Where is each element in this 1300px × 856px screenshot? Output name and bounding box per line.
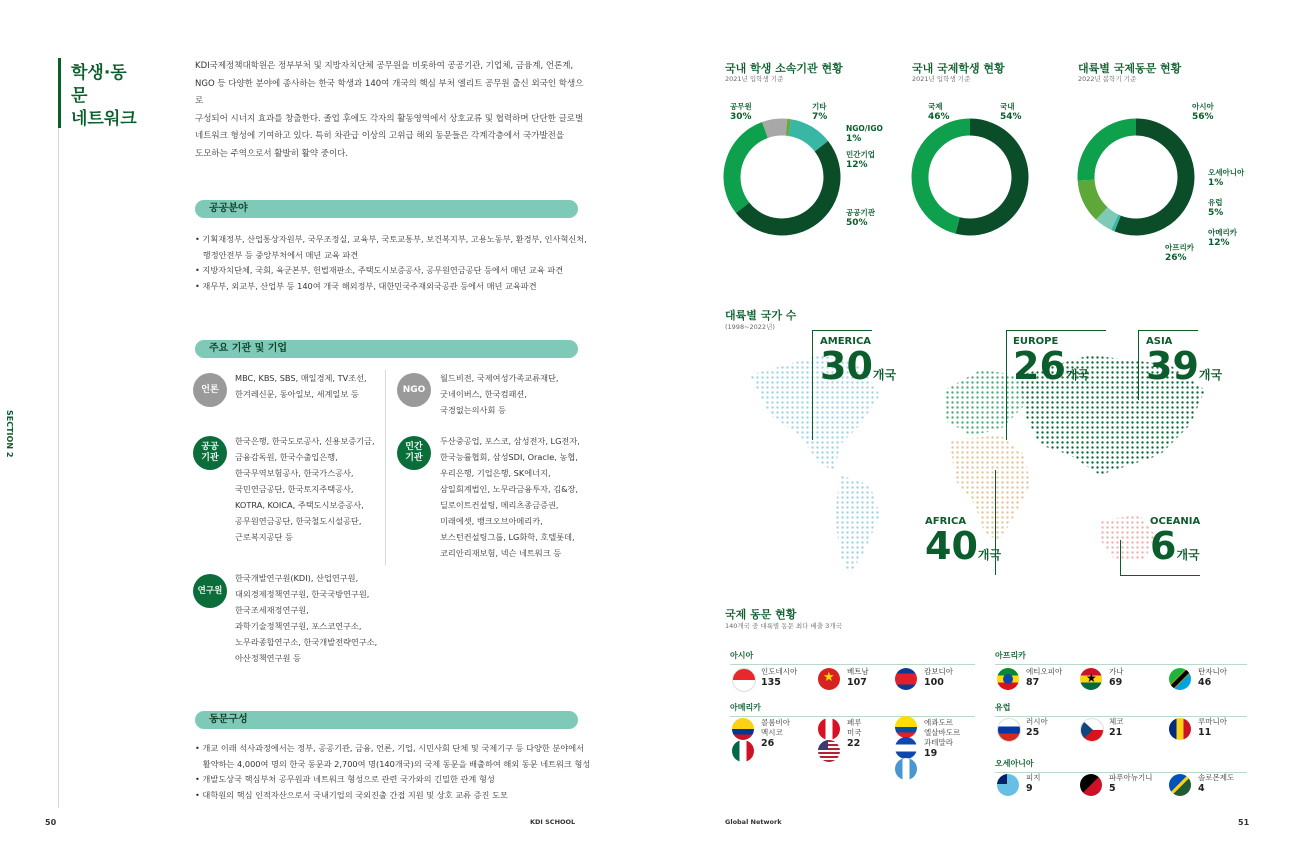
region-unit: 개국 — [1065, 368, 1090, 382]
list-item: • 지방자치단체, 국회, 육군본부, 헌법재판소, 주택도시보증공사, 공무원연금공단 등에서 매년 교육 파견 — [195, 265, 564, 275]
region-name: AMERICA — [820, 336, 872, 347]
org-line: 아산정책연구원 등 — [235, 653, 301, 663]
guatemala-flag-icon — [895, 758, 917, 780]
org-line: 월드비전, 국제여성가족교류재단, — [440, 373, 559, 383]
country-cambodia: 캄보디아 100 — [924, 667, 953, 688]
intro-line: 구성되어 시너지 효과를 창출한다. 졸업 후에도 각자의 활동영역에서 상호교류 및 협력하며 단단한 글로벌 — [195, 113, 584, 124]
continent-america — [750, 355, 880, 575]
ghana-flag-icon: ★ — [1080, 668, 1102, 690]
romania-flag-icon — [1169, 718, 1191, 740]
label-ngo: NGO/IGO 1% — [846, 124, 883, 144]
org-line: 국경없는의사회 등 — [440, 405, 506, 415]
country-fiji: 피지 9 — [1026, 773, 1041, 794]
alumni-heading: 동문구성 — [195, 711, 578, 729]
label-other: 기타 7% — [812, 102, 828, 122]
region-oceania — [1150, 516, 1201, 568]
intro-line: 네트워크 형성에 기여하고 있다. 특히 차관급 이상의 고위급 해외 동문들은 각계각층에서 국가발전을 — [195, 131, 565, 141]
country-ethiopia: 에티오피아 87 — [1026, 667, 1063, 688]
donut-segment — [920, 127, 970, 225]
donut-segment — [1102, 213, 1115, 222]
media-orgs — [235, 370, 367, 402]
public-inst-orgs — [235, 433, 375, 545]
region-asia — [1146, 336, 1223, 388]
continent-heading-oceania: 오세아니아 — [995, 758, 1247, 773]
label-international: 국제 46% — [928, 102, 950, 122]
list-item: • 재무부, 외교부, 산업부 등 140여 개국 해외정부, 대한민국주재외국공관 등에서 매년 교육파견 — [195, 280, 537, 291]
map-title: 대륙별 국가 수 — [725, 309, 797, 322]
org-line: 과학기술정책연구원, 포스코연구소, — [235, 621, 362, 631]
donut3-title: 대륙별 국제동문 현황 — [1078, 62, 1182, 75]
org-line: 한국조세재정연구원, — [235, 605, 309, 615]
donut-segment — [743, 146, 832, 227]
private-badge: 민간 기관 — [397, 436, 431, 470]
page-number-right: 51 — [1238, 818, 1250, 827]
country-romania: 루마니아 11 — [1198, 717, 1227, 738]
alumni-list — [195, 741, 590, 803]
donut-segment — [1118, 127, 1186, 227]
label-europe: 유럽 5% — [1208, 198, 1224, 218]
org-line: 삼일회계법인, 노무라금융투자, 김&장, — [440, 484, 579, 494]
org-line: 한국무역보험공사, 한국가스공사, — [235, 468, 354, 478]
private-orgs — [440, 433, 580, 561]
org-line: 한겨레신문, 동아일보, 세계일보 등 — [235, 389, 359, 399]
region-count: 30 — [820, 344, 873, 388]
orgs-heading: 주요 기관 및 기업 — [195, 340, 578, 358]
donut-chart-student-affiliation — [722, 115, 842, 245]
country-colombia-mexico: 콜롬비아 멕시코 26 — [761, 718, 790, 749]
region-name: OCEANIA — [1150, 516, 1201, 527]
donut-segment — [732, 130, 765, 208]
usa-flag-icon — [818, 740, 840, 762]
callout-line — [1006, 330, 1007, 440]
peru-flag-icon — [818, 718, 840, 740]
alumni-status-title: 국제 동문 현황 — [725, 608, 797, 621]
public-sector-list — [195, 232, 590, 294]
divider — [58, 128, 59, 808]
intro-line: 도모하는 주역으로서 활발히 활약 중이다. — [195, 148, 349, 159]
footer-left: KDI SCHOOL — [530, 818, 576, 826]
region-count: 39 — [1146, 344, 1199, 388]
region-name: ASIA — [1146, 336, 1173, 347]
label-officials: 공무원 30% — [730, 102, 752, 122]
ecuador-flag-icon — [895, 716, 917, 738]
country-ecuador-salvador-guatemala: 에콰도르 엘살바도르 과테말라 19 — [924, 718, 961, 759]
country-tanzania: 탄자니아 46 — [1198, 667, 1227, 688]
ngo-orgs — [440, 370, 559, 418]
callout-line — [1006, 330, 1106, 331]
intro-line: KDI국제정책대학원은 정부부처 및 지방자치단체 공무원을 비롯하여 공공기관, 기업체, 금융계, 언론계, — [195, 61, 574, 71]
papua-new-guinea-flag-icon — [1080, 774, 1102, 796]
country-russia: 러시아 25 — [1026, 717, 1048, 738]
callout-line — [1138, 330, 1139, 400]
region-name: EUROPE — [1013, 336, 1059, 347]
list-item: • 개교 이래 석사과정에서는 정부, 공공기관, 금융, 언론, 기업, 시민사회 단체 및 국제기구 등 다양한 분야에서 — [195, 743, 585, 753]
region-africa — [925, 516, 1002, 568]
label-private: 민간기업 12% — [846, 150, 875, 170]
region-unit: 개국 — [1176, 548, 1200, 562]
org-line: 미래에셋, 뱅크오브아메리카, — [440, 516, 543, 526]
media-badge: 언론 — [193, 373, 227, 407]
region-unit: 개국 — [1198, 368, 1223, 382]
donut-chart-domestic-international — [910, 115, 1032, 245]
section-label: SECTION 2 — [5, 410, 14, 458]
donut-segment — [1115, 222, 1118, 223]
page-title — [58, 58, 141, 128]
research-badge: 연구원 — [193, 574, 227, 608]
donut1-title: 국내 학생 소속기관 현황 — [725, 62, 843, 75]
continent-oceania — [1100, 515, 1155, 560]
region-count: 26 — [1013, 344, 1066, 388]
region-count: 6 — [1150, 524, 1177, 568]
region-unit: 개국 — [872, 368, 897, 382]
footer-right: Global Network — [725, 818, 782, 826]
region-name: AFRICA — [925, 516, 967, 527]
callout-line — [1120, 575, 1200, 576]
public-sector-heading: 공공분야 — [195, 200, 578, 218]
callout-line — [1138, 330, 1198, 331]
list-item: 행정안전부 등 중앙부처에서 매년 교육 파견 — [195, 249, 359, 260]
org-line: 한국은행, 한국도로공사, 신용보증기금, — [235, 436, 375, 446]
org-line: 공무원연금공단, 한국철도시설공단, — [235, 516, 362, 526]
donut-segment — [1086, 180, 1102, 213]
donut-segment — [765, 127, 787, 130]
donut-segment — [1086, 127, 1136, 180]
org-line: 노무라종합연구소, 한국개발전략연구소, — [235, 637, 378, 647]
region-america — [820, 336, 897, 388]
czech-flag-icon — [1080, 718, 1104, 742]
page-title-text: 학생·동문 네트워크 — [71, 63, 137, 129]
org-line: MBC, KBS, SBS, 매일경제, TV조선, — [235, 373, 367, 383]
country-czech: 체코 21 — [1109, 717, 1124, 738]
callout-line — [812, 330, 813, 440]
list-item: • 대학원의 핵심 인적자산으로서 국내기업의 국외진출 간접 지원 및 상호 교류 증진 도모 — [195, 789, 508, 800]
continent-heading-asia: 아시아 — [730, 650, 975, 665]
org-line: 코리안리재보험, 넥슨 네트워크 등 — [440, 548, 562, 558]
vietnam-flag-icon: ★ — [818, 668, 840, 690]
research-orgs — [235, 570, 377, 666]
org-line: 근로복지공단 등 — [235, 532, 293, 542]
cambodia-flag-icon — [895, 668, 917, 690]
list-item: • 개발도상국 핵심부처 공무원과 네트워크 형성으로 관련 국가와의 긴밀한 관계 형성 — [195, 774, 495, 784]
russia-flag-icon — [997, 718, 1021, 742]
divider — [385, 370, 386, 565]
country-vietnam: 베트남 107 — [847, 667, 869, 688]
region-unit: 개국 — [977, 548, 1002, 562]
org-line: KOTRA, KOICA, 주택도시보증공사, — [235, 500, 364, 510]
tanzania-flag-icon — [1169, 668, 1191, 690]
donut1-subtitle: 2021년 입학생 기준 — [725, 75, 784, 83]
region-europe — [1013, 336, 1090, 388]
donut2-subtitle: 2021년 입학생 기준 — [912, 75, 971, 83]
intro-line: NGO 등 다양한 분야에 종사하는 한국 학생과 140여 개국의 핵심 부처 엘리트 공무원 출신 외국인 학생으로 — [195, 78, 584, 106]
label-oceania: 오세아니아 1% — [1208, 168, 1245, 188]
org-line: 굿네이버스, 한국컴패션, — [440, 389, 527, 399]
continent-heading-europe: 유럽 — [995, 702, 1247, 717]
country-peru-usa: 페루 미국 22 — [847, 718, 862, 749]
region-count: 40 — [925, 524, 978, 568]
donut3-subtitle: 2022년 봄학기 기준 — [1078, 75, 1137, 83]
label-public-inst: 공공기관 50% — [846, 208, 875, 228]
ethiopia-flag-icon — [997, 668, 1019, 690]
indonesia-flag-icon — [732, 668, 756, 692]
ngo-badge: NGO — [397, 373, 431, 407]
label-asia: 아시아 56% — [1192, 102, 1214, 122]
list-item: 활약하는 4,000여 명의 한국 동문과 2,700여 명(140개국)의 국제 동문을 배출하여 해외 동문 네트워크 형성 — [195, 758, 591, 769]
org-line: 두산중공업, 포스코, 삼성전자, LG전자, — [440, 436, 580, 446]
country-ghana: 가나 69 — [1109, 667, 1124, 688]
continent-heading-america: 아메리카 — [730, 702, 975, 717]
donut2-title: 국내 국제학생 현황 — [912, 62, 1005, 75]
country-solomon-islands: 솔로몬제도 4 — [1198, 773, 1235, 794]
org-line: 국민연금공단, 한국토지주택공사, — [235, 484, 354, 494]
org-line: 우리은행, 기업은행, SK에너지, — [440, 468, 551, 478]
solomon-islands-flag-icon — [1169, 774, 1191, 796]
org-line: 딜로이트컨설팅, 메리츠종금증권, — [440, 500, 559, 510]
org-line: 대외경제정책연구원, 한국국방연구원, — [235, 589, 370, 599]
mexico-flag-icon — [732, 740, 754, 762]
donut-segment — [790, 128, 822, 147]
label-america: 아메리카 12% — [1208, 228, 1237, 248]
donut-segment — [958, 127, 1020, 227]
label-africa: 아프리카 26% — [1165, 243, 1194, 263]
country-indonesia: 인도네시아 135 — [761, 667, 798, 688]
callout-line — [1120, 540, 1121, 575]
org-line: 한국개발연구원(KDI), 산업연구원, — [235, 573, 359, 583]
callout-line — [812, 330, 872, 331]
fiji-flag-icon — [997, 774, 1019, 796]
el-salvador-flag-icon — [895, 737, 917, 759]
continent-heading-africa: 아프리카 — [995, 650, 1247, 665]
page-number-left: 50 — [45, 818, 57, 827]
list-item: • 기획재정부, 산업통상자원부, 국무조정실, 교육부, 국토교통부, 보건복지부, 고용노동부, 환경부, 인사혁신처, — [195, 234, 587, 244]
donut-chart-alumni-continent — [1076, 115, 1201, 245]
colombia-flag-icon — [732, 718, 754, 740]
intro-paragraph — [195, 58, 590, 163]
org-line: 한국능률협회, 삼성SDI, Oracle, 농협, — [440, 452, 578, 462]
label-domestic: 국내 54% — [1000, 102, 1022, 122]
map-subtitle: (1998~2022년) — [725, 323, 775, 331]
org-line: 보스턴컨설팅그룹, LG화학, 호텔롯데, — [440, 532, 575, 542]
public-inst-badge: 공공 기관 — [193, 436, 227, 470]
alumni-status-subtitle: 140개국 중 대륙별 동문 최다 배출 3개국 — [725, 622, 842, 630]
country-papua-new-guinea: 파푸아뉴기니 5 — [1109, 773, 1153, 794]
org-line: 금융감독원, 한국수출입은행, — [235, 452, 338, 462]
